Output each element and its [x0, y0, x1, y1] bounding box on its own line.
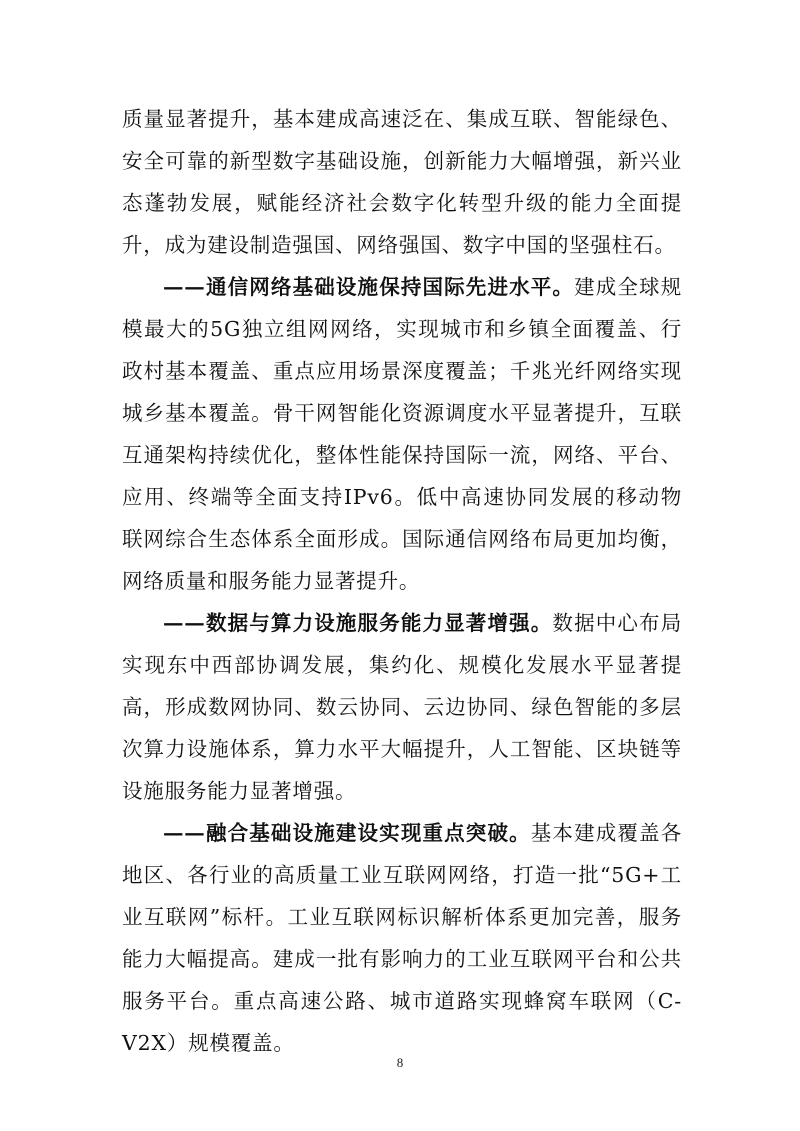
paragraph-communication-network [122, 266, 682, 602]
body-text [122, 98, 682, 1064]
paragraph-text: 数据中心布局实现东中西部协调发展，集约化、规模化发展水平显著提高，形成数网协同、数云协同、云边协同、绿色智能的多层次算力设施体系，算力水平大幅提升，人工智能、区块链等设施服务能力显著增强。 [122, 611, 682, 803]
paragraph-text: 建成全球规模最大的5G独立组网网络，实现城市和乡镇全面覆盖、行政村基本覆盖、重点应用场景深度覆盖；千兆光纤网络实现城乡基本覆盖。骨干网智能化资源调度水平显著提升，互联互通架构持续优化，整体性能保持国际一流，网络、平台、应用、终端等全面支持IPv6。低中高速协同发展的移动物联网综合生态体系全面形成。国际通信网络布局更加均衡，网络质量和服务能力显著提升。 [122, 275, 682, 593]
paragraph-text: 基本建成覆盖各地区、各行业的高质量工业互联网网络，打造一批“5G+工业互联网”标杆。工业互联网标识解析体系更加完善，服务能力大幅提高。建成一批有影响力的工业互联网平台和公共服务平台。重点高速公路、城市道路实现蜂窝车联网（C-V2X）规模覆盖。 [122, 821, 682, 1055]
paragraph-heading: ——通信网络基础设施保持国际先进水平。 [163, 275, 575, 299]
paragraph-heading: ——数据与算力设施服务能力显著增强。 [163, 611, 553, 635]
paragraph-heading: ——融合基础设施建设实现重点突破。 [163, 821, 531, 845]
paragraph-intro [122, 98, 682, 266]
paragraph-text: 质量显著提升，基本建成高速泛在、集成互联、智能绿色、安全可靠的新型数字基础设施，创新能力大幅增强，新兴业态蓬勃发展，赋能经济社会数字化转型升级的能力全面提升，成为建设制造强国、网络强国、数字中国的坚强柱石。 [122, 107, 682, 257]
page-number: 8 [396, 1055, 404, 1070]
paragraph-data-computing [122, 602, 682, 812]
paragraph-fusion-infrastructure [122, 812, 682, 1064]
